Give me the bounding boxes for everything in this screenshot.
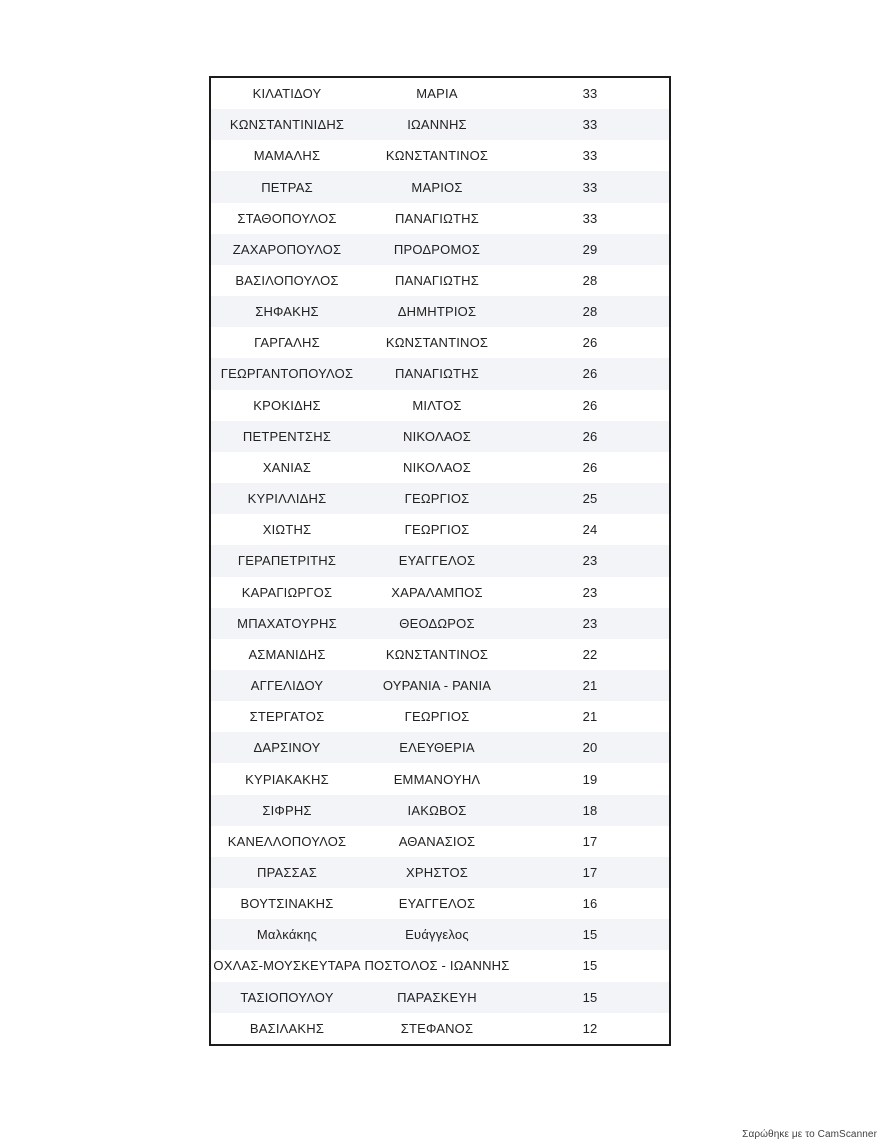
last-name-cell: ΖΑΧΑΡΟΠΟΥΛΟΣ bbox=[232, 241, 342, 257]
count-cell: 26 bbox=[582, 335, 598, 351]
first-name-cell: ΧΑΡΑΛΑΜΠΟΣ bbox=[391, 584, 483, 600]
first-name-cell: ΝΙΚΟΛΑΟΣ bbox=[403, 428, 471, 444]
table-row bbox=[211, 670, 669, 701]
first-name-cell: ΓΕΩΡΓΙΟΣ bbox=[404, 709, 470, 725]
first-name-cell: ΜΙΛΤΟΣ bbox=[412, 397, 462, 413]
table-row bbox=[211, 608, 669, 639]
first-name-cell: ΝΙΚΟΛΑΟΣ bbox=[403, 459, 471, 475]
table-row bbox=[211, 950, 669, 981]
count-cell: 17 bbox=[582, 864, 598, 880]
first-name-cell: Ευάγγελος bbox=[405, 927, 469, 943]
last-name-cell: ΒΑΣΙΛΟΠΟΥΛΟΣ bbox=[235, 273, 339, 289]
last-name-cell: ΧΑΝΙΑΣ bbox=[262, 459, 312, 475]
count-cell: 15 bbox=[582, 958, 598, 974]
count-cell: 19 bbox=[582, 771, 598, 787]
table-row bbox=[211, 358, 669, 389]
last-name-cell: ΣΙΦΡΗΣ bbox=[262, 802, 312, 818]
table-row bbox=[211, 826, 669, 857]
first-name-cell: ΠΟΣΤΟΛΟΣ - ΙΩΑΝΝΗΣ bbox=[364, 958, 510, 974]
table-row bbox=[211, 452, 669, 483]
table-row bbox=[211, 390, 669, 421]
count-cell: 22 bbox=[582, 646, 598, 662]
first-name-cell: ΕΥΑΓΓΕΛΟΣ bbox=[398, 553, 476, 569]
last-name-cell: ΚΙΛΑΤΙΔΟΥ bbox=[252, 86, 322, 102]
last-name-cell: ΓΑΡΓΑΛΗΣ bbox=[254, 335, 320, 351]
count-cell: 16 bbox=[582, 896, 598, 912]
last-name-cell: ΚΑΝΕΛΛΟΠΟΥΛΟΣ bbox=[227, 833, 347, 849]
last-name-cell: Μαλκάκης bbox=[256, 927, 318, 943]
count-cell: 24 bbox=[582, 522, 598, 538]
table-row bbox=[211, 732, 669, 763]
first-name-cell: ΕΛΕΥΘΕΡΙΑ bbox=[399, 740, 475, 756]
first-name-cell: ΟΥΡΑΝΙΑ - ΡΑΝΙΑ bbox=[382, 678, 492, 694]
count-cell: 23 bbox=[582, 584, 598, 600]
count-cell: 25 bbox=[582, 491, 598, 507]
last-name-cell: ΜΠΑΧΑΤΟΥΡΗΣ bbox=[237, 615, 337, 631]
first-name-cell: ΕΥΑΓΓΕΛΟΣ bbox=[398, 896, 476, 912]
last-name-cell: ΓΕΩΡΓΑΝΤΟΠΟΥΛΟΣ bbox=[220, 366, 354, 382]
count-cell: 18 bbox=[582, 802, 598, 818]
first-name-cell: ΓΕΩΡΓΙΟΣ bbox=[404, 491, 470, 507]
last-name-cell: ΓΕΡΑΠΕΤΡΙΤΗΣ bbox=[237, 553, 337, 569]
first-name-cell: ΚΩΝΣΤΑΝΤΙΝΟΣ bbox=[385, 646, 489, 662]
table-row bbox=[211, 234, 669, 265]
first-name-cell: ΕΜΜΑΝΟΥΗΛ bbox=[393, 771, 481, 787]
count-cell: 26 bbox=[582, 366, 598, 382]
count-cell: 33 bbox=[582, 148, 598, 164]
first-name-cell: ΑΘΑΝΑΣΙΟΣ bbox=[398, 833, 476, 849]
last-name-cell: ΤΑΣΙΟΠΟΥΛΟΥ bbox=[240, 989, 334, 1005]
table-row bbox=[211, 639, 669, 670]
last-name-cell: ΚΡΟΚΙΔΗΣ bbox=[253, 397, 321, 413]
first-name-cell: ΓΕΩΡΓΙΟΣ bbox=[404, 522, 470, 538]
first-name-cell: ΠΑΝΑΓΙΩΤΗΣ bbox=[395, 273, 479, 289]
count-cell: 12 bbox=[582, 1020, 598, 1036]
count-cell: 26 bbox=[582, 428, 598, 444]
last-name-cell: ΟΧΛΑΣ-ΜΟΥΣΚΕΥΤΑΡΑ bbox=[213, 958, 361, 974]
first-name-cell: ΠΑΡΑΣΚΕΥΗ bbox=[397, 989, 477, 1005]
table-row bbox=[211, 78, 669, 109]
table-row bbox=[211, 421, 669, 452]
count-cell: 20 bbox=[582, 740, 598, 756]
table-row bbox=[211, 483, 669, 514]
table-row bbox=[211, 296, 669, 327]
count-cell: 26 bbox=[582, 459, 598, 475]
table-row bbox=[211, 545, 669, 576]
last-name-cell: ΚΩΝΣΤΑΝΤΙΝΙΔΗΣ bbox=[229, 117, 345, 133]
first-name-cell: ΜΑΡΙΟΣ bbox=[411, 179, 463, 195]
camscanner-watermark: Σαρώθηκε με το CamScanner bbox=[742, 1129, 877, 1140]
count-cell: 21 bbox=[582, 678, 598, 694]
last-name-cell: ΑΓΓΕΛΙΔΟΥ bbox=[250, 678, 324, 694]
count-cell: 33 bbox=[582, 179, 598, 195]
table-row bbox=[211, 1013, 669, 1044]
count-cell: 33 bbox=[582, 86, 598, 102]
last-name-cell: ΣΤΕΡΓΑΤΟΣ bbox=[249, 709, 325, 725]
last-name-cell: ΧΙΩΤΗΣ bbox=[262, 522, 312, 538]
first-name-cell: ΘΕΟΔΩΡΟΣ bbox=[399, 615, 475, 631]
table-row bbox=[211, 795, 669, 826]
count-cell: 15 bbox=[582, 927, 598, 943]
last-name-cell: ΔΑΡΣΙΝΟΥ bbox=[253, 740, 321, 756]
last-name-cell: ΚΥΡΙΑΚΑΚΗΣ bbox=[245, 771, 329, 787]
count-cell: 21 bbox=[582, 709, 598, 725]
table-row bbox=[211, 140, 669, 171]
last-name-cell: ΠΡΑΣΣΑΣ bbox=[257, 864, 317, 880]
last-name-cell: ΣΗΦΑΚΗΣ bbox=[255, 304, 319, 320]
count-cell: 33 bbox=[582, 117, 598, 133]
first-name-cell: ΜΑΡΙΑ bbox=[416, 86, 458, 102]
first-name-cell: ΚΩΝΣΤΑΝΤΙΝΟΣ bbox=[385, 148, 489, 164]
last-name-cell: ΠΕΤΡΕΝΤΣΗΣ bbox=[242, 428, 332, 444]
table-row bbox=[211, 982, 669, 1013]
last-name-cell: ΒΑΣΙΛΑΚΗΣ bbox=[249, 1020, 325, 1036]
count-cell: 28 bbox=[582, 273, 598, 289]
table-row bbox=[211, 857, 669, 888]
table-row bbox=[211, 265, 669, 296]
table-row bbox=[211, 327, 669, 358]
last-name-cell: ΚΑΡΑΓΙΩΡΓΟΣ bbox=[241, 584, 333, 600]
table-row bbox=[211, 203, 669, 234]
first-name-cell: ΚΩΝΣΤΑΝΤΙΝΟΣ bbox=[385, 335, 489, 351]
table-row bbox=[211, 514, 669, 545]
first-name-cell: ΙΑΚΩΒΟΣ bbox=[407, 802, 467, 818]
first-name-cell: ΔΗΜΗΤΡΙΟΣ bbox=[397, 304, 477, 320]
count-cell: 23 bbox=[582, 553, 598, 569]
first-name-cell: ΠΑΝΑΓΙΩΤΗΣ bbox=[395, 366, 479, 382]
last-name-cell: ΜΑΜΑΛΗΣ bbox=[253, 148, 321, 164]
count-cell: 26 bbox=[582, 397, 598, 413]
first-name-cell: ΠΡΟΔΡΟΜΟΣ bbox=[393, 241, 481, 257]
count-cell: 15 bbox=[582, 989, 598, 1005]
first-name-cell: ΙΩΑΝΝΗΣ bbox=[407, 117, 467, 133]
count-cell: 29 bbox=[582, 241, 598, 257]
table-row bbox=[211, 171, 669, 202]
first-name-cell: ΠΑΝΑΓΙΩΤΗΣ bbox=[395, 210, 479, 226]
first-name-cell: ΧΡΗΣΤΟΣ bbox=[405, 864, 469, 880]
last-name-cell: ΑΣΜΑΝΙΔΗΣ bbox=[248, 646, 326, 662]
last-name-cell: ΠΕΤΡΑΣ bbox=[261, 179, 313, 195]
count-cell: 17 bbox=[582, 833, 598, 849]
table-row bbox=[211, 577, 669, 608]
table-row bbox=[211, 763, 669, 794]
table-row bbox=[211, 888, 669, 919]
count-cell: 28 bbox=[582, 304, 598, 320]
count-cell: 33 bbox=[582, 210, 598, 226]
last-name-cell: ΣΤΑΘΟΠΟΥΛΟΣ bbox=[237, 210, 337, 226]
last-name-cell: ΚΥΡΙΛΛΙΔΗΣ bbox=[247, 491, 327, 507]
first-name-cell: ΣΤΕΦΑΝΟΣ bbox=[400, 1020, 474, 1036]
results-table bbox=[209, 76, 671, 1046]
table-row bbox=[211, 109, 669, 140]
last-name-cell: ΒΟΥΤΣΙΝΑΚΗΣ bbox=[240, 896, 334, 912]
table-row bbox=[211, 701, 669, 732]
table-row bbox=[211, 919, 669, 950]
count-cell: 23 bbox=[582, 615, 598, 631]
